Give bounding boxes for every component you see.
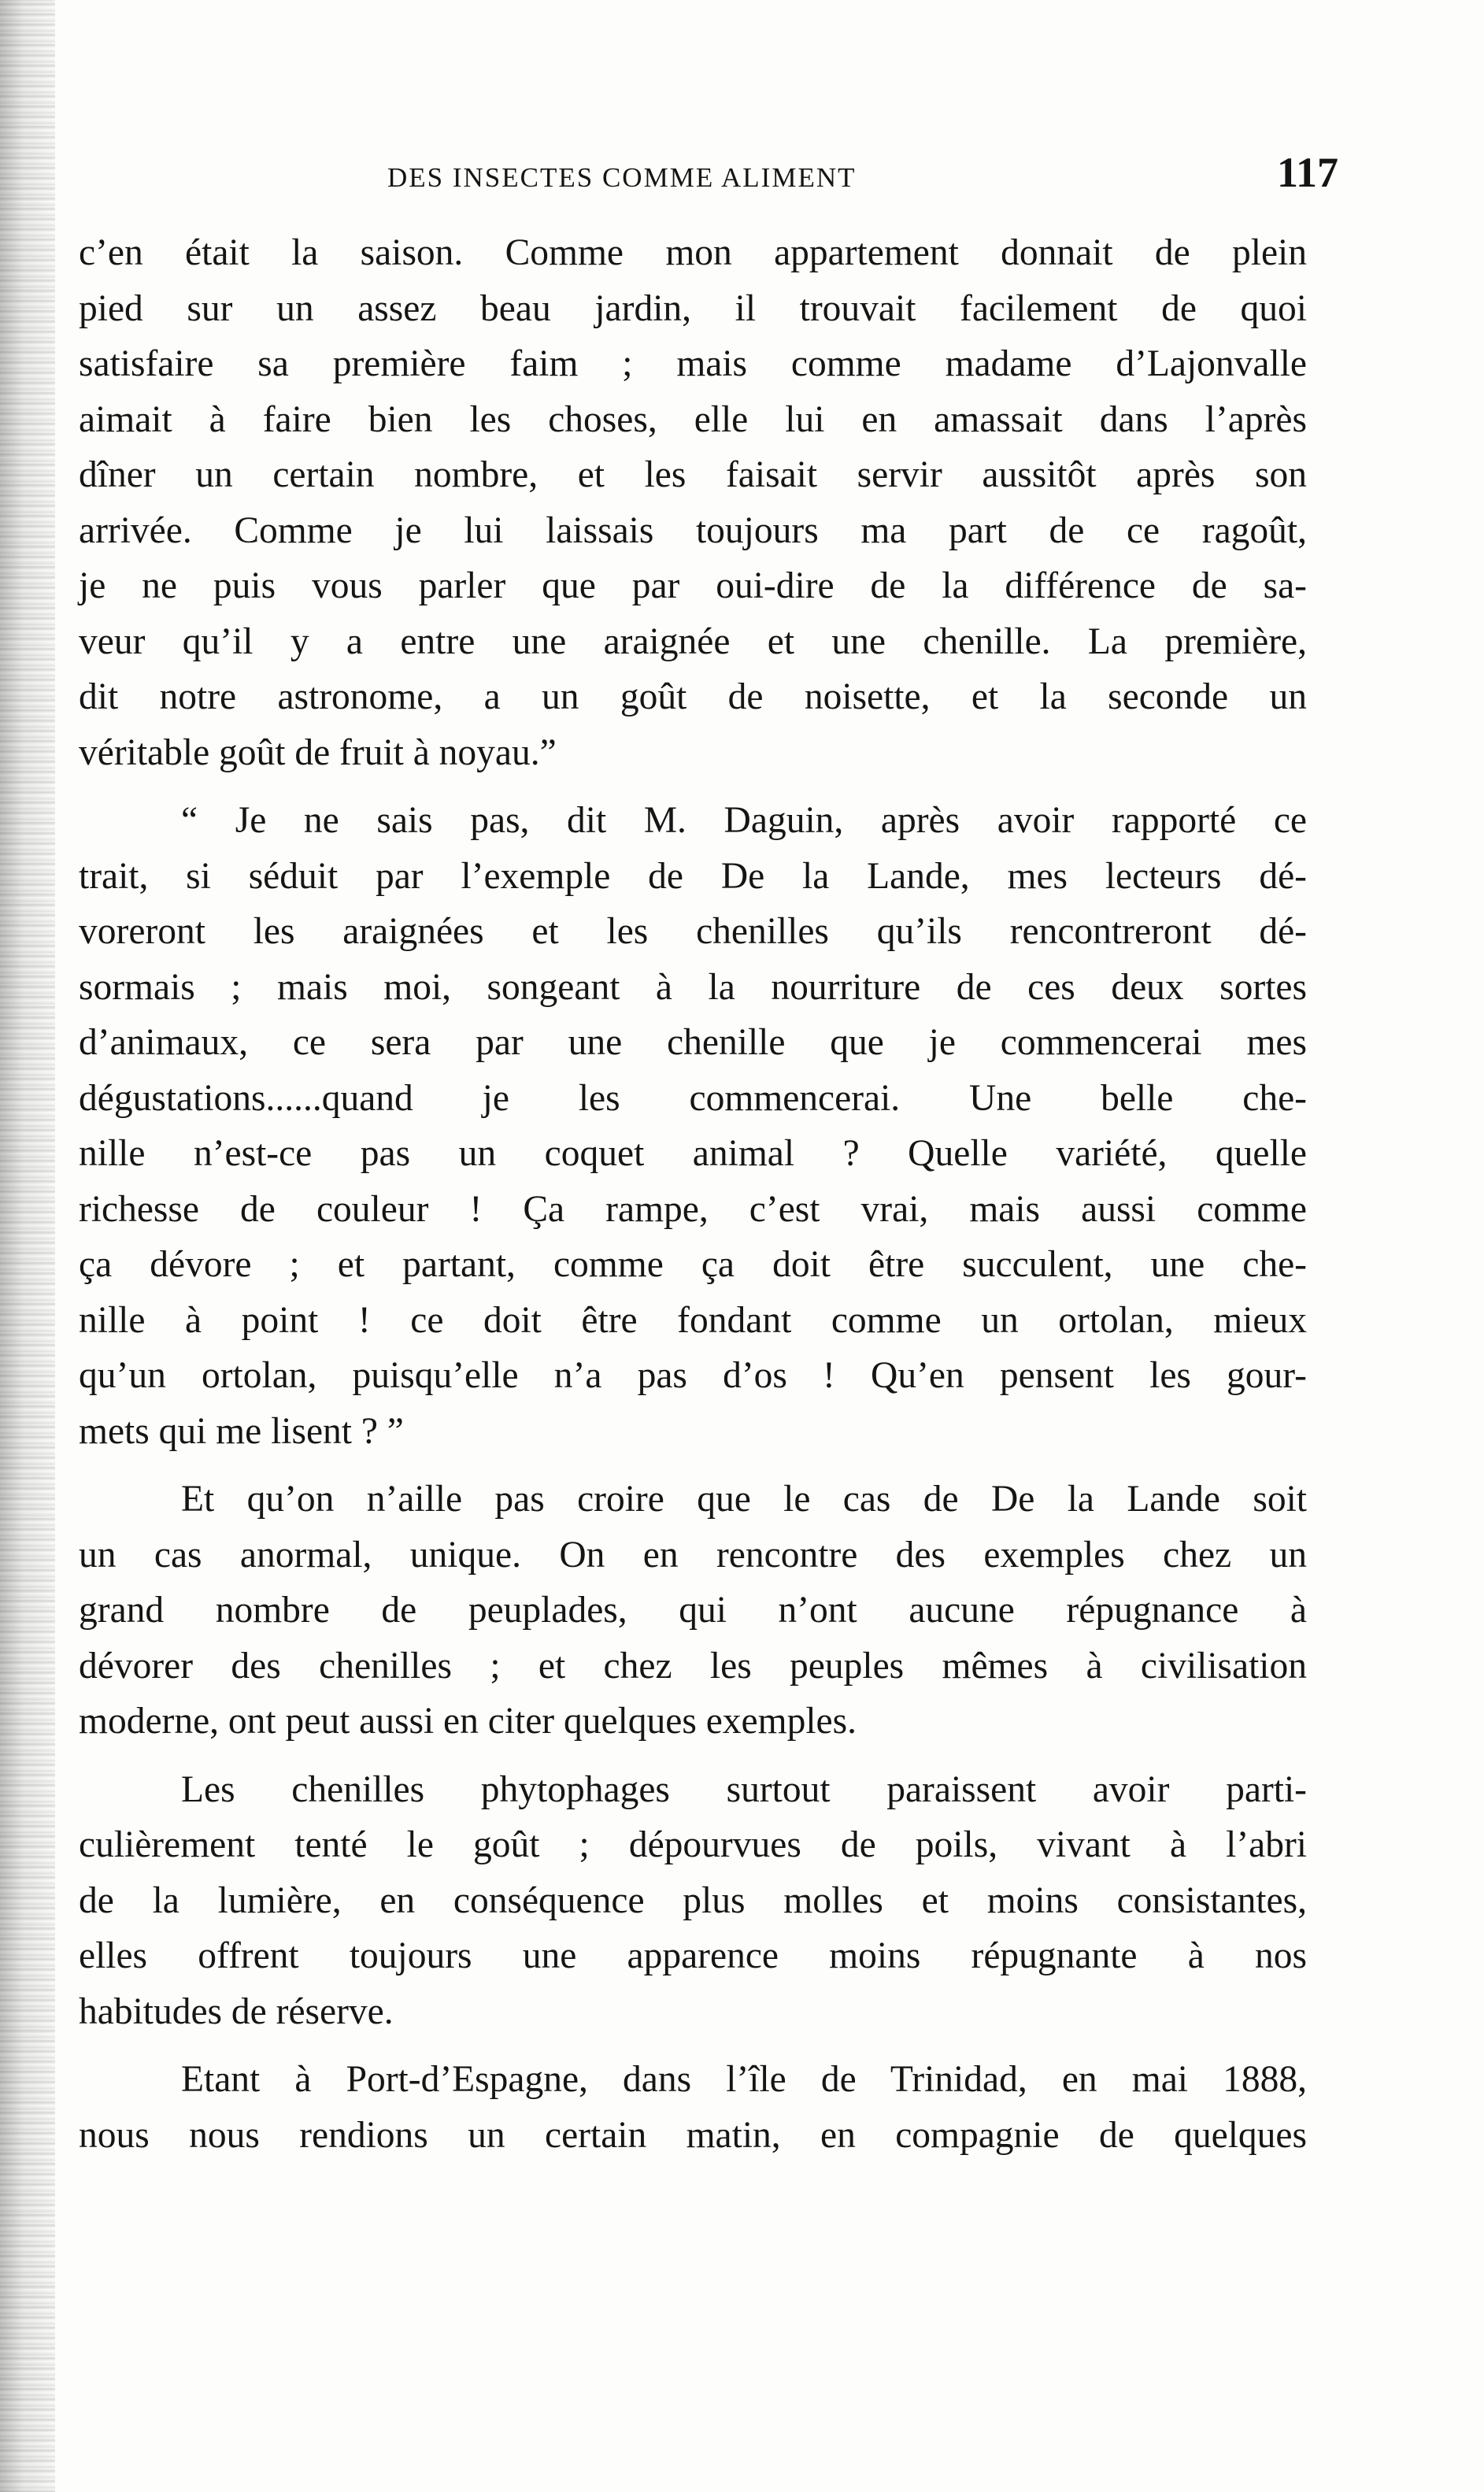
text-line: Etant à Port-d’Espagne, dans l’île de Trinidad, en mai 1888, <box>181 2059 1307 2100</box>
text-line: pied sur un assez beau jardin, il trouvait facilement de quoi <box>79 287 1307 329</box>
text-line: habitudes de réserve. <box>79 1990 394 2032</box>
text-line: moderne, ont peut aussi en citer quelques exemples. <box>79 1701 857 1742</box>
text-line: arrivée. Comme je lui laissais toujours ma part de ce ragoût, <box>79 509 1307 551</box>
text-line: Les chenilles phytophages surtout paraissent avoir parti- <box>181 1768 1307 1810</box>
text-line: un cas anormal, unique. On en rencontre des exemples chez un <box>79 1534 1307 1576</box>
text-line: nous nous rendions un certain matin, en compagnie de quelques <box>79 2114 1307 2156</box>
text-line: Et qu’on n’aille pas croire que le cas de De la Lande soit <box>181 1479 1307 1520</box>
running-title: DES INSECTES COMME ALIMENT <box>387 162 857 193</box>
text-line: dit notre astronome, a un goût de noisette, et la seconde un <box>79 676 1307 717</box>
text-line: sormais ; mais moi, songeant à la nourriture de ces deux sortes <box>79 966 1307 1008</box>
text-line: nille à point ! ce doit être fondant comme un ortolan, mieux <box>79 1299 1307 1341</box>
text-line: grand nombre de peuplades, qui n’ont aucune répugnance à <box>79 1590 1307 1631</box>
text-line: “ Je ne sais pas, dit M. Daguin, après avoir rapporté ce <box>181 800 1307 841</box>
scan-edge-shadow <box>0 0 55 2492</box>
text-line: culièrement tenté le goût ; dépourvues de poils, vivant à l’abri <box>79 1824 1307 1865</box>
paragraph <box>79 2052 1307 2163</box>
text-line: qu’un ortolan, puisqu’elle n’a pas d’os ! Qu’en pensent les gour- <box>79 1355 1307 1396</box>
paragraph <box>79 793 1307 1459</box>
text-line: dévorer des chenilles ; et chez les peuples mêmes à civilisation <box>79 1645 1307 1687</box>
text-line: satisfaire sa première faim ; mais comme madame d’Lajonvalle <box>79 343 1307 384</box>
text-line: voreront les araignées et les chenilles qu’ils rencontreront dé- <box>79 911 1307 952</box>
text-line: dégustations......quand je les commencerai. Une belle che- <box>79 1077 1307 1119</box>
text-line: véritable goût de fruit à noyau.” <box>79 731 557 773</box>
text-line: c’en était la saison. Comme mon appartement donnait de plein <box>79 232 1307 273</box>
text-line: de la lumière, en conséquence plus molles et moins consistantes, <box>79 1879 1307 1921</box>
page-number: 117 <box>1276 149 1338 196</box>
paragraph <box>79 1762 1307 2040</box>
text-line: richesse de couleur ! Ça rampe, c’est vrai, mais aussi comme <box>79 1188 1307 1230</box>
text-line: ça dévore ; et partant, comme ça doit être succulent, une che- <box>79 1244 1307 1285</box>
body-text <box>79 225 1307 2175</box>
paragraph <box>79 1472 1307 1750</box>
text-line: trait, si séduit par l’exemple de De la Lande, mes lecteurs dé- <box>79 855 1307 897</box>
paragraph <box>79 225 1307 780</box>
text-line: je ne puis vous parler que par oui-dire de la différence de sa- <box>79 565 1307 606</box>
running-head <box>378 149 1354 209</box>
text-line: elles offrent toujours une apparence moins répugnante à nos <box>79 1935 1307 1976</box>
text-line: nille n’est-ce pas un coquet animal ? Quelle variété, quelle <box>79 1133 1307 1174</box>
text-line: mets qui me lisent ? ” <box>79 1410 404 1452</box>
text-line: veur qu’il y a entre une araignée et une chenille. La première, <box>79 620 1307 662</box>
text-line: dîner un certain nombre, et les faisait servir aussitôt après son <box>79 454 1307 495</box>
text-line: d’animaux, ce sera par une chenille que je commencerai mes <box>79 1022 1307 1063</box>
text-line: aimait à faire bien les choses, elle lui en amassait dans l’après <box>79 398 1307 440</box>
